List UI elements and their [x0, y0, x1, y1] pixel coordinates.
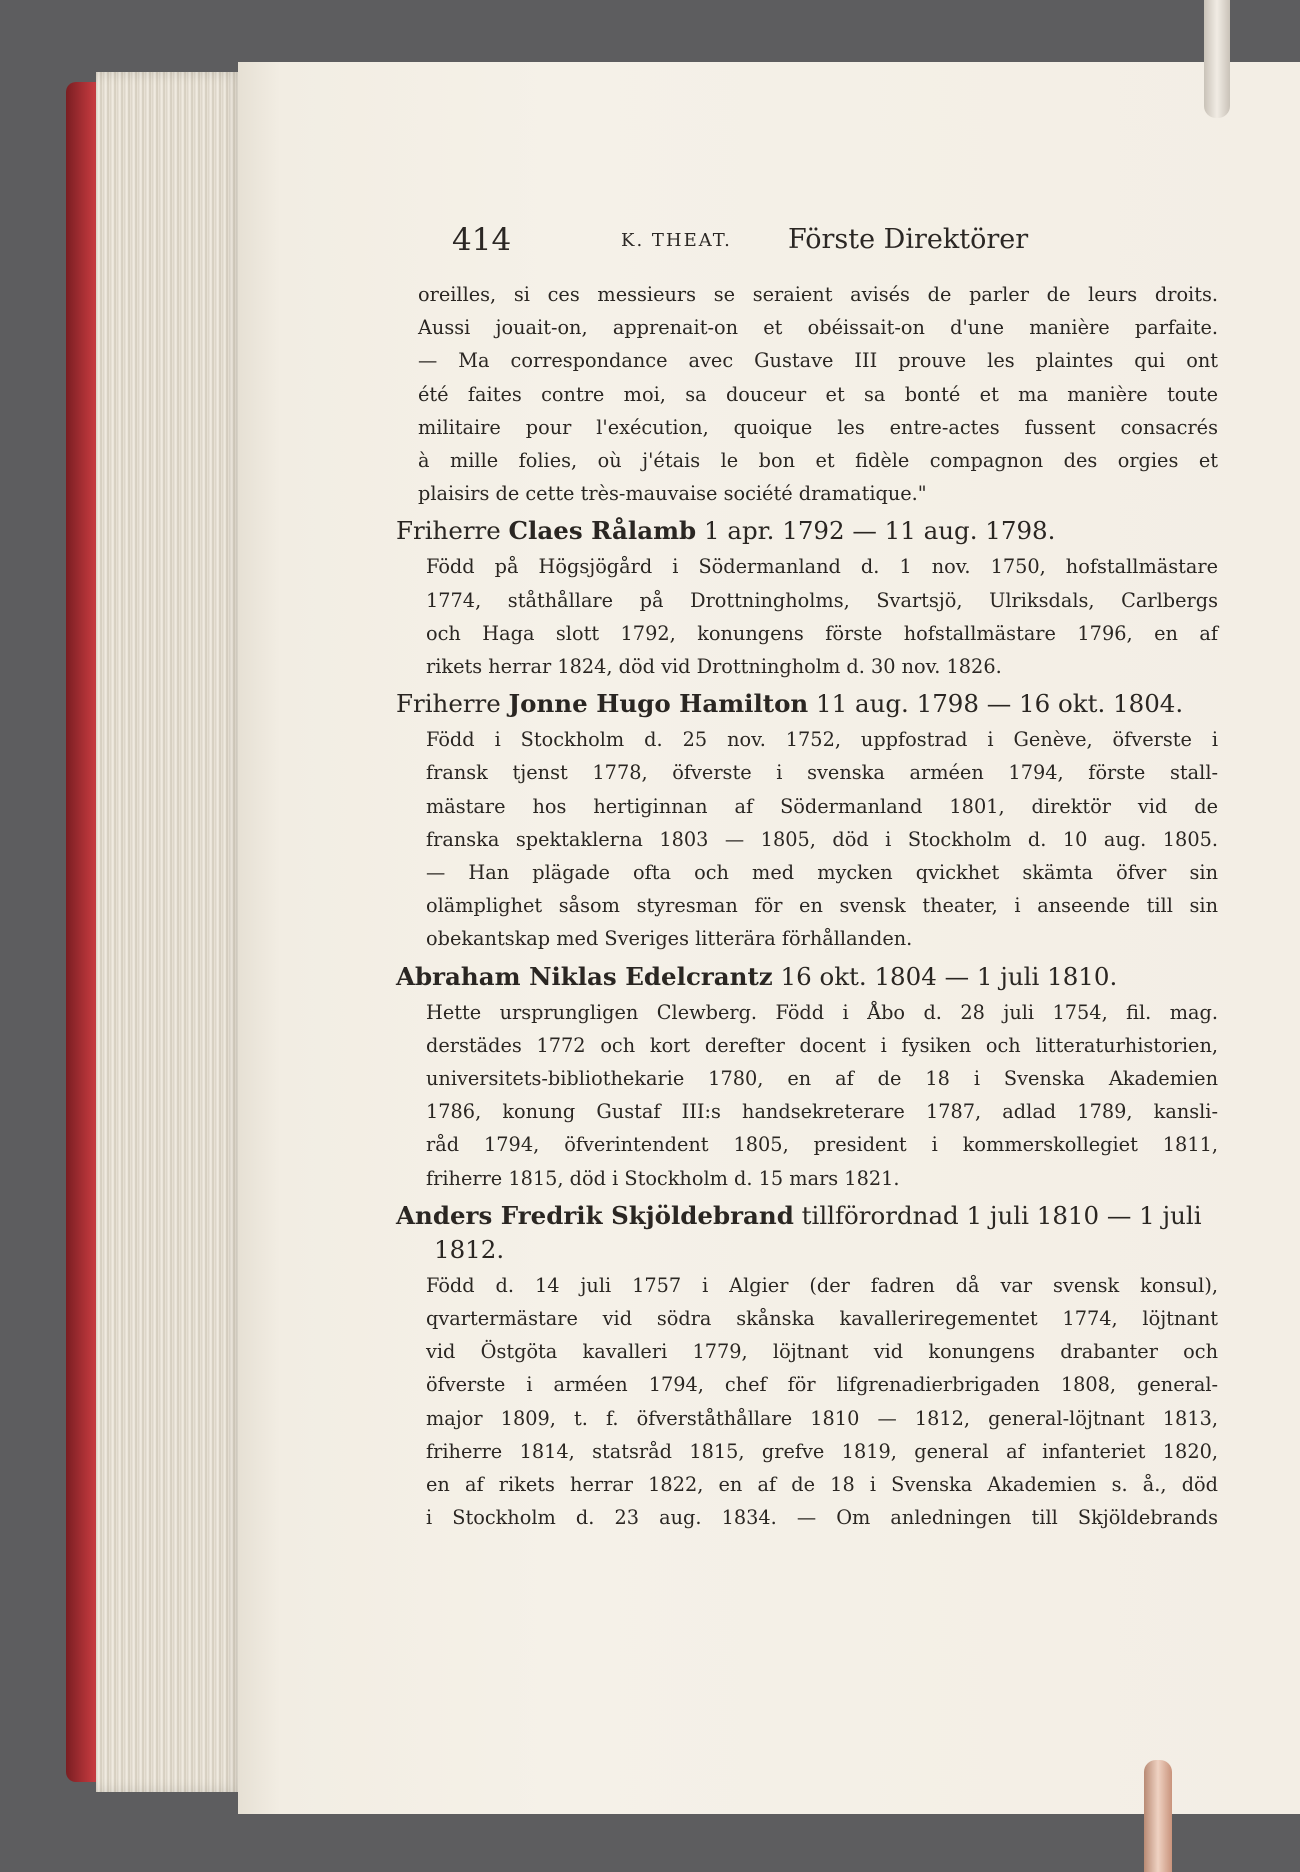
bookmark-ribbon-bottom [1144, 1760, 1172, 1872]
entry-name: Claes Rålamb [508, 516, 697, 546]
text-line: i Stockholm d. 23 aug. 1834. — Om anledningen till Skjöldebrands [426, 1506, 1218, 1530]
text-line: vid Östgöta kavalleri 1779, löjtnant vid konungens drabanter och [426, 1340, 1218, 1364]
entry-heading [396, 687, 1218, 721]
entry-dates: 16 okt. 1804 — 1 juli 1810. [780, 961, 1118, 991]
text-line: en af rikets herrar 1822, en af de 18 i Svenska Akademien s. å., död [426, 1473, 1218, 1497]
text-line: Född på Högsjögård i Södermanland d. 1 nov. 1750, hofstallmästare [426, 555, 1218, 579]
entry-ralamb [396, 514, 1218, 683]
entry-name: Jonne Hugo Hamilton [508, 689, 809, 719]
page-number: 414 [452, 222, 512, 258]
entry-dates: 1 apr. 1792 — 11 aug. 1798. [703, 516, 1056, 546]
entry-heading [396, 960, 1218, 994]
text-line: öfverste i arméen 1794, chef för lifgrenadierbrigaden 1808, general- [426, 1373, 1218, 1397]
text-line: 1786, konung Gustaf III:s handsekreterare 1787, adlad 1789, kansli- [426, 1100, 1218, 1124]
entry-prefix: Friherre [396, 689, 501, 719]
text-line: à mille folies, où j'étais le bon et fidèle compagnon des orgies et [418, 449, 1218, 473]
entry-heading [396, 1199, 1218, 1267]
header-title: Förste Direktörer [788, 224, 1029, 255]
text-line: rikets herrar 1824, död vid Drottningholm d. 30 nov. 1826. [426, 655, 1002, 679]
text-line: och Haga slott 1792, konungens förste hofstallmästare 1796, en af [426, 621, 1218, 645]
text-line: mästare hos hertiginnan af Södermanland 1801, direktör vid de [426, 794, 1218, 818]
entry-skjoldebrand [396, 1199, 1218, 1535]
entry-dates: 11 aug. 1798 — 16 okt. 1804. [816, 689, 1184, 719]
text-line: militaire pour l'exécution, quoique les entre-actes fussent consacrés [418, 415, 1218, 439]
entry-heading [396, 514, 1218, 548]
text-line: derstädes 1772 och kort derefter docent i fysiken och litteraturhistorien, [426, 1033, 1218, 1057]
entry-prefix: Friherre [396, 516, 501, 546]
text-line: oreilles, si ces messieurs se seraient avisés de parler de leurs droits. [418, 283, 1218, 306]
running-header [418, 222, 1218, 278]
page-edges [96, 72, 246, 1792]
text-line: qvartermästare vid södra skånska kavalleriregementet 1774, löjtnant [426, 1307, 1218, 1331]
text-line: Född d. 14 juli 1757 i Algier (der fadren då var svensk konsul), [426, 1273, 1218, 1297]
text-line: — Ma correspondance avec Gustave III prouve les plaintes qui ont [418, 349, 1218, 373]
text-line: été faites contre moi, sa douceur et sa bonté et ma manière toute [418, 382, 1218, 406]
text-line: plaisirs de cette très-mauvaise société dramatique." [418, 482, 927, 506]
entry-body [426, 996, 1218, 1195]
entry-hamilton [396, 687, 1218, 955]
text-line: råd 1794, öfverintendent 1805, president i kommerskollegiet 1811, [426, 1133, 1218, 1157]
text-line: franska spektaklerna 1803 — 1805, död i Stockholm d. 10 aug. 1805. [426, 827, 1218, 851]
text-line: fransk tjenst 1778, öfverste i svenska arméen 1794, förste stall- [426, 761, 1218, 785]
text-line: Född i Stockholm d. 25 nov. 1752, uppfostrad i Genève, öfverste i [426, 728, 1218, 752]
text-line: friherre 1815, död i Stockholm d. 15 mars 1821. [426, 1166, 900, 1190]
text-line: Hette ursprungligen Clewberg. Född i Åbo d. 28 juli 1754, fil. mag. [426, 1000, 1218, 1024]
text-line: — Han plägade ofta och med mycken qvickhet skämta öfver sin [426, 861, 1218, 885]
entry-edelcrantz [396, 960, 1218, 1195]
text-line: universitets-bibliothekarie 1780, en af de 18 i Svenska Akademien [426, 1067, 1218, 1091]
entry-dates: tillförordnad 1 juli 1810 — 1 juli [801, 1200, 1202, 1230]
text-line: major 1809, t. f. öfverståthållare 1810 — 1812, general-löjtnant 1813, [426, 1406, 1218, 1430]
text-line: friherre 1814, statsråd 1815, grefve 1819, general af infanteriet 1820, [426, 1439, 1218, 1463]
text-line: obekantskap med Sveriges litterära förhållanden. [426, 927, 913, 951]
page-text [396, 222, 1218, 1535]
bookmark-ribbon-top [1204, 0, 1230, 118]
header-abbreviation: K. THEAT. [621, 230, 732, 251]
text-line: Aussi jouait-on, apprenait-on et obéissait-on d'une manière parfaite. [418, 316, 1218, 340]
entry-name: Abraham Niklas Edelcrantz [396, 961, 773, 991]
entry-body [426, 1269, 1218, 1535]
intro-paragraph [418, 278, 1218, 510]
entry-dates-continued: 1812. [434, 1234, 505, 1264]
text-line: olämplighet såsom styresman för en svensk theater, i anseende till sin [426, 894, 1218, 918]
entry-body [426, 723, 1218, 955]
text-line: 1774, ståthållare på Drottningholms, Svartsjö, Ulriksdals, Carlbergs [426, 588, 1218, 612]
entry-body [426, 550, 1218, 683]
entry-name: Anders Fredrik Skjöldebrand [396, 1200, 794, 1230]
